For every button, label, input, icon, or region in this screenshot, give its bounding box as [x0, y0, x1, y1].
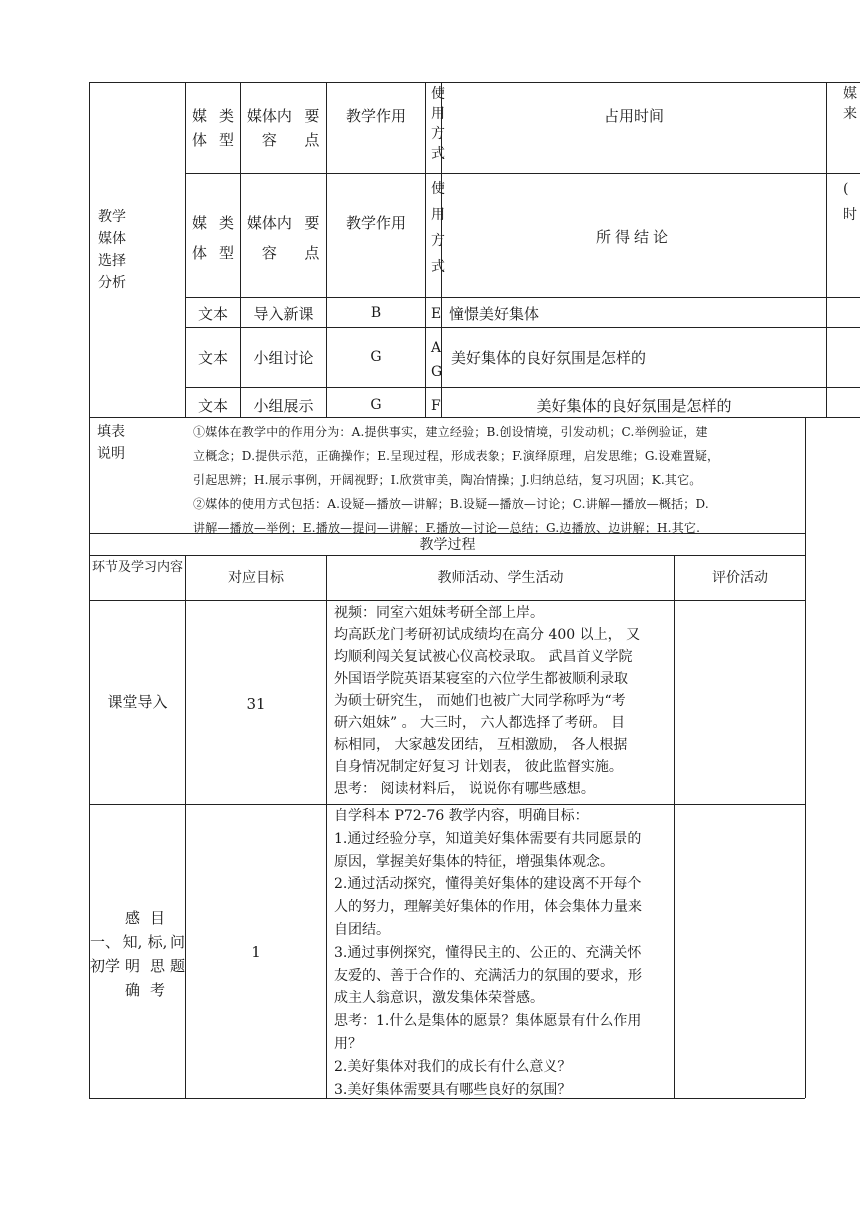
table-border-right	[805, 417, 806, 1098]
process-header-evaluation: 评价活动	[712, 570, 768, 586]
header2-media-type: 媒体 类型	[191, 214, 234, 262]
header-teaching-role: 教学 作用	[345, 107, 407, 125]
table-rule	[185, 387, 860, 388]
media-row-3-content: 小组展示	[253, 397, 314, 415]
process-header-objective: 对应目标	[228, 570, 284, 586]
process-row-2-activities: 自学科本 P72-76 教学内容，明确目标： 1.通过经验分享，知道美好集体需要有共同愿景的 原因，掌握美好集体的特征，增强集体观念。 2.通过活动探究，懂得美好集体的建设离不开每个 人的努力，理解美好集体的作用，体会集体力量来 自团结。 3.通过事例探究，懂得民主的、公正的、充满关怀 友爱的、善于合作的、充满活力的氛围的要求，形 成主人翁意识，激发集体荣誉感。 思考：1.什么是集体的愿景？集体愿景有什么作用 用？ 2.美好集体对我们的成长有什么意义？ 3.美好集体需要具有哪些良好的氛围？	[334, 808, 642, 1098]
table-rule	[425, 82, 426, 417]
table-rule	[674, 555, 675, 1098]
media-row-2-usage: A G	[431, 340, 443, 380]
media-section-label: 教学 媒体 选择 分析	[98, 209, 126, 291]
media-row-3-conclusion: 美好集体的良好氛围是怎样的	[536, 397, 732, 415]
header2-source-clipped: ( 时	[843, 181, 857, 223]
media-row-1-content: 导入新课	[253, 305, 314, 323]
notes-label: 填表 说明	[97, 424, 125, 462]
media-row-1-usage: E	[431, 306, 442, 322]
process-row-1-objective: 31	[246, 695, 266, 713]
table-rule	[185, 327, 860, 328]
table-border-top	[89, 82, 860, 83]
media-row-2-conclusion: 美好集体的良好氛围是怎样的	[451, 349, 647, 367]
process-row-1-stage: 课堂 导入	[107, 693, 168, 711]
header-source-clipped: 媒 来	[843, 86, 857, 122]
header-media-type: 媒体 类型	[191, 107, 234, 149]
media-row-1-type: 文本	[197, 305, 228, 323]
table-rule	[89, 600, 805, 601]
header-media-content: 媒体内容 要点	[246, 107, 320, 149]
header-time-used: 占用 时间	[603, 107, 665, 125]
table-rule	[185, 297, 860, 298]
process-header-stage: 环节及 学习内容	[91, 560, 184, 575]
media-row-3-role: G	[370, 397, 382, 413]
header-usage-mode: 使 用 方 式	[431, 86, 445, 162]
header2-media-content: 媒体内容 要点	[246, 214, 320, 262]
process-title: 教学过程	[419, 536, 476, 553]
media-row-3-usage: F	[431, 398, 441, 414]
media-row-1-conclusion: 憧憬美好集体	[449, 305, 540, 323]
process-row-2-objective: 1	[251, 943, 261, 961]
header2-teaching-role: 教学 作用	[345, 214, 407, 232]
table-rule	[185, 555, 186, 1098]
media-row-1-role: B	[370, 305, 382, 321]
header2-usage-mode: 使 用 方 式	[431, 181, 445, 275]
media-row-2-type: 文本	[197, 349, 228, 367]
table-rule	[826, 82, 827, 417]
table-rule	[326, 555, 327, 1098]
table-rule	[185, 173, 860, 174]
process-row-1-activities: 视频：同室六姐妹考研全部上岸。 均高跃龙门考研初试成绩均在高分 400 以上， 又 均顺利闯关复试被心仪高校录取。 武昌首义学院 外国语学院英语某寝室的六位学生都被顺利录取 为硕士研究生， 而她们也被广大同学称呼为“考 研六姐妹” 。 大三时， 六人都选择了考研。 目 标相同， 大家越发团结， 互相激励， 各人根据 自身情况制定好复习 计划表， 彼此监督实施。 思考： 阅读材料后， 说说你有哪些感想。	[334, 605, 641, 797]
media-row-2-role: G	[370, 349, 382, 365]
header2-conclusion: 所得结论	[595, 228, 672, 246]
media-row-2-content: 小组讨论	[253, 349, 314, 367]
process-row-2-stage: 一、初学 感知,明确 目标,思考 问题	[90, 909, 185, 999]
process-header-activities: 教师活动、学生活动	[437, 570, 564, 586]
media-row-3-type: 文本	[197, 397, 228, 415]
notes-text: ①媒体在教学中的作用分为：A.提供事实，建立经验；B.创设情境，引发动机；C.举例验证，建 立概念；D.提供示范，正确操作；E.呈现过程，形成表象；F.演绎原理，启发思维；G.设难置疑， 引起思辨；H.展示事例，开阔视野；I.欣赏审美，陶冶情操；J.归纳总结，复习巩固；K.其它。 ②媒体的使用方式包括：A.设疑—播放—讲解；B.设疑—播放—讨论；C.讲解—播放—概括；D. 讲解—播放—举例；E.播放—提问—讲解；F.播放—讨论—总结；G.边播放、边讲解；H.其它.	[193, 425, 720, 535]
